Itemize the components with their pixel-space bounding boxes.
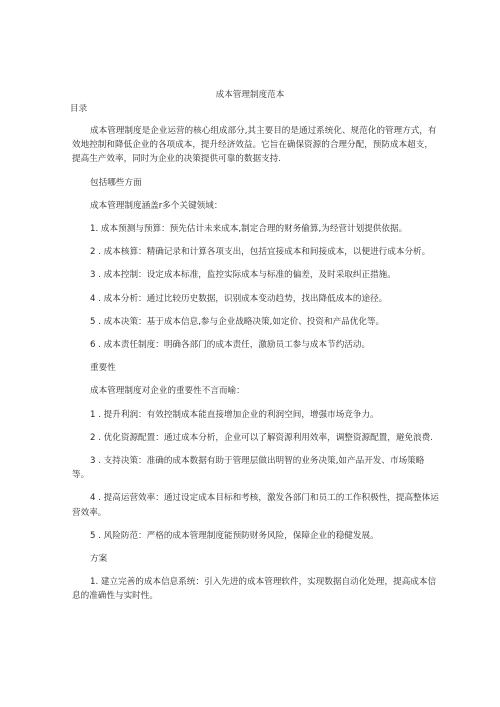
document-body (72, 124, 440, 613)
list-item: 4 . 成本分析：通过比较历史数据，识别成本变动趋势，找出降低成本的途径。 (90, 293, 388, 304)
intro-paragraph: 成本管理制度是企业运营的核心组成部分,其主要目的是通过系统化、规范化的管理方式，有效地控制和降低企业的各项成本，提升经济效益。它旨在确保资源的合理分配，预防成本超支，提高生产效率，同时为企业的决策提供可靠的数据支持. (72, 126, 437, 165)
list-item: 1. 成本预测与预算：预先估计未来成本,制定合理的财务偷算,为经营计划提供依据。 (90, 224, 408, 235)
section-heading-scope: 包括哪些方面 (90, 177, 142, 188)
scope-lead: 成本管理制度涵盖r多个关键领域： (90, 200, 223, 211)
list-item: 3 . 支持决策：准确的成本数据有助于管理层做出明智的业务决策,如产品开发、市场策略等。 (72, 456, 425, 481)
list-item: 1. 建立完善的成本信息系统：引入先进的成本管理软件，实现数据自动化处理，提高成本信息的准确性与实时性。 (72, 577, 437, 602)
importance-lead: 成本管理制度对企业的重要性不言而喻： (90, 386, 245, 397)
list-item: 2 . 成本核算：精确记录和计算各项支出，包括宜接成本和间接成本，以便进行成本分析。 (90, 247, 431, 258)
list-item: 4 . 提高运营效率：通过设定成本目标和考核，激发各部门和员工的工作积极性，提高整体运营效率。 (72, 493, 439, 518)
list-item: 2 . 优化资源配置：通过成本分析，企业可以了解资源利用效率，调整资源配置，避免浪费. (90, 432, 433, 443)
section-heading-plan: 方案 (90, 554, 108, 565)
document-title: 成本管理制度范本 (215, 90, 285, 100)
list-item: 1 . 提升利润：有效控制成本能直接增加企业的利润空间，增强市场竞争力。 (90, 409, 379, 420)
toc-label: 目录 (70, 104, 88, 114)
list-item: 6 . 成本责任制度：明确各部门的成本责任，激励员工参与成本节约活动。 (90, 340, 371, 351)
list-item: 5 . 风险防范：严格的成本管理制度能预防财务风险，保障企业的稳健发展。 (90, 530, 379, 541)
list-item: 5 . 成本决策：基于成本信息,参与企业战略决策,如定价、投资和产品优化等。 (90, 316, 385, 327)
list-item: 3 . 成本控制：设定成本标准，监控实际成本与标准的偏差，及时采取纠正措施。 (90, 270, 396, 281)
section-heading-importance: 重要性 (90, 363, 116, 374)
